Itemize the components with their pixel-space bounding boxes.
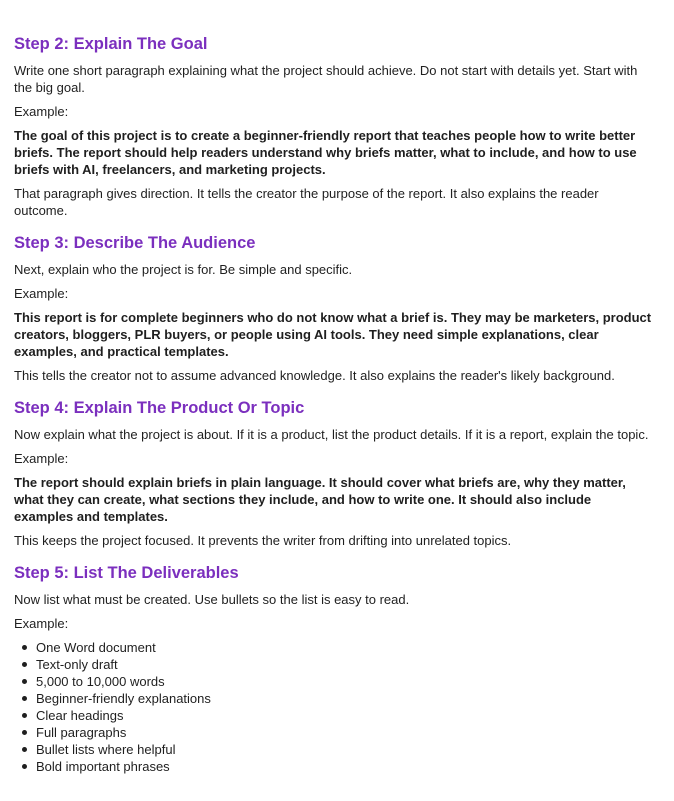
section-step-3 (14, 232, 654, 384)
example-label: Example: (14, 451, 69, 466)
section-heading: Step 2: Explain The Goal (14, 35, 208, 53)
section-intro: Now list what must be created. Use bullets so the list is easy to read. (14, 592, 410, 607)
example-text: The report should explain briefs in plain language. It should cover what briefs are, why they matter, what they can create, what sections they include, and how to write one. It should also include examples and templates. (14, 475, 626, 524)
section-step-4 (14, 397, 654, 549)
section-step-2 (14, 33, 654, 219)
list-item: Clear headings (36, 707, 654, 724)
section-heading: Step 5: List The Deliverables (14, 564, 239, 582)
section-note: This tells the creator not to assume advanced knowledge. It also explains the reader's likely background. (14, 368, 615, 383)
section-intro: Write one short paragraph explaining what the project should achieve. Do not start with details yet. Start with the big goal. (14, 63, 638, 95)
list-item: Full paragraphs (36, 724, 654, 741)
list-item: Bold important phrases (36, 758, 654, 775)
list-item: Beginner-friendly explanations (36, 690, 654, 707)
example-text: This report is for complete beginners who do not know what a brief is. They may be marketers, product creators, bloggers, PLR buyers, or people using AI tools. They need simple explanations, clear examples, and practical templates. (14, 310, 652, 359)
example-label: Example: (14, 616, 69, 631)
section-heading: Step 4: Explain The Product Or Topic (14, 399, 305, 417)
section-step-5 (14, 562, 654, 775)
deliverables-list (14, 639, 654, 775)
list-item: One Word document (36, 639, 654, 656)
list-item: 5,000 to 10,000 words (36, 673, 654, 690)
section-note: That paragraph gives direction. It tells the creator the purpose of the report. It also explains the reader outcome. (14, 186, 599, 218)
section-note: This keeps the project focused. It prevents the writer from drifting into unrelated topics. (14, 533, 512, 548)
section-heading: Step 3: Describe The Audience (14, 234, 256, 252)
example-text: The goal of this project is to create a beginner-friendly report that teaches people how to write better briefs. The report should help readers understand why briefs matter, what to include, and how to use briefs with AI, freelancers, and marketing projects. (14, 128, 637, 177)
list-item: Bullet lists where helpful (36, 741, 654, 758)
example-label: Example: (14, 286, 69, 301)
example-label: Example: (14, 104, 69, 119)
section-intro: Now explain what the project is about. If it is a product, list the product details. If it is a report, explain the topic. (14, 427, 649, 442)
section-intro: Next, explain who the project is for. Be simple and specific. (14, 262, 353, 277)
list-item: Text-only draft (36, 656, 654, 673)
